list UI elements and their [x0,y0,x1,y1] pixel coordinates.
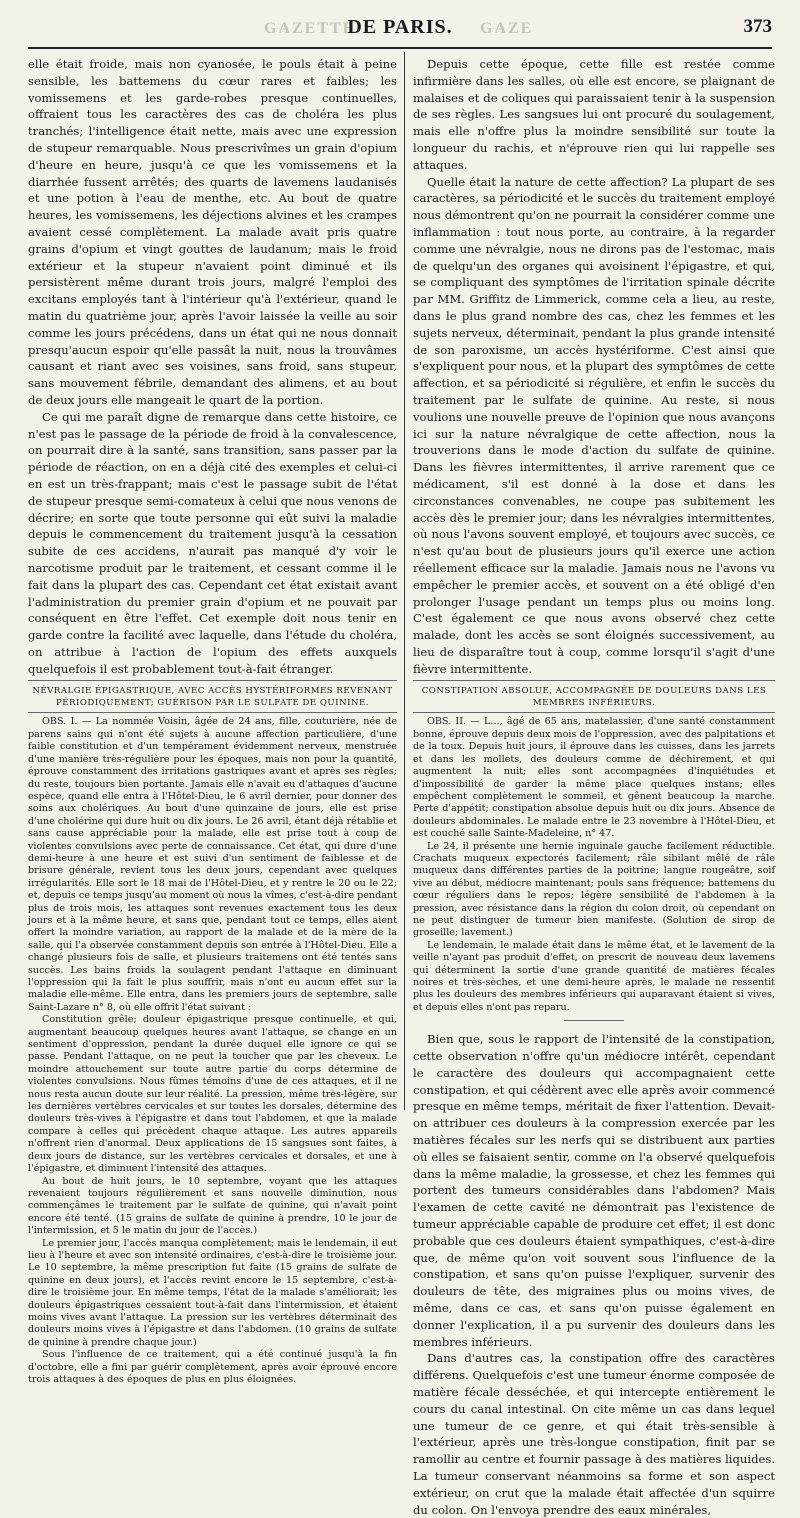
page-title: DE PARIS. [347,16,453,38]
right-paragraph-2: Quelle était la nature de cette affection? La plupart de ses caractères, sa périodicité et le succès du traitement employé nous démontrent qu'on ne pourrait la considérer comme une inflammation : tout nous porte, au contraire, à la regarder comme une névralgie, nous ne dirons pas de l'estomac, mais de quelqu'un des organes qui avoisinent l'épigastre, et qui, se compliquant des symptômes de l'irritation spinale décrite par MM. Griffitz de Limmerick, comme cela a lieu, au reste, dans le plus grand nombre des cas, chez les femmes et les sujets nerveux, déterminait, pendant la plus grande intensité de son paroxisme, un accès hystériforme. C'est ainsi que s'expliquent pour nous, et la plupart des symptômes de cette affection, et sa périodicité si régulière, et enfin le succès du traitement par le sulfate de quinine. Au reste, si nous voulions une nouvelle preuve de l'opinion que nous avançons ici sur la nature névralgique de cette affection, nous la trouverions dans le mode d'action du sulfate de quinine. Dans les fièvres intermittentes, il arrive rarement que ce médicament, s'il est donné à la dose et dans les circonstances convenables, ne coupe pas subitement les accès dès le premier jour; dans les névralgies intermittentes, où nous l'avons souvent employé, et toujours avec succès, ce n'est qu'au bout de plusieurs jours qu'il exerce une action réellement efficace sur la maladie. Jamais nous ne l'avons vu empêcher le premier accès, et souvent on a été obligé d'en prolonger l'usage pendant un temps plus ou moins long. C'est également ce que nous avons observé chez cette malade, dont les accès se sont éloignés successivement, au lieu de disparaître tout à coup, comme lorsqu'il s'agit d'une fièvre intermittente. [413,174,775,676]
left-paragraph-2: Ce qui me paraît digne de remarque dans cette histoire, ce n'est pas le passage de la période de froid à la convalescence, on pourrait dire à la santé, sans transition, sans passer par la période de réaction, on en a déjà cité des exemples et celui-ci en est un très-frappant; mais c'est le passage subit de l'état de stupeur presque semi-comateux à celui que nous venons de décrire; en sorte que toute personne qui eût suivi la maladie depuis le commencement du traitement jusqu'à la cessation subite de ces accidens, n'aurait pas manqué d'y voir le narcotisme produit par le traitement, et cessant comme il le fait dans la plupart des cas. Cependant cet état existait avant l'administration du premier grain d'opium et ne pouvait par conséquent en être l'effet. Cet exemple doit nous tenir en garde contre la facilité avec laquelle, dans l'étude du choléra, on attribue à l'action de l'opium des effets auxquels quelquefois il est probablement tout-à-fait étranger. [28,409,397,676]
header-ghost-text-left: GAZETTE [264,20,356,37]
column-divider [404,52,405,1110]
right-column [413,56,775,1517]
observation-2-exam: Le 24, il présente une hernie inguinale gauche facilement réductible. Crachats muqueux expectorés facilement; râle sibilant mêlé de râle muqueux dans différentes parties de la poitrine; langue rougeâtre, soif vive au début, médiocre maintenant; pouls sans fréquence; battemens du cœur réguliers dans le repos; légère sensibilité de l'abdomen à la pression, avec résistance dans la région du colon droit, où cependant on ne peut distinguer de tumeur bien manifeste. (Solution de sirop de groseille; lavement.) [413,840,775,939]
section-divider [413,680,775,681]
right-paragraph-3: Bien que, sous le rapport de l'intensité de la constipation, cette observation n'offre qu'un médiocre intérêt, cependant le caractère des douleurs qui accompagnaient cette constipation, et qui cédèrent avec elle après avoir commencé presque en même temps, méritait de fixer l'attention. Devait-on attribuer ces douleurs à la compression exercée par les matières fécales sur les nerfs qui se distribuent aux parties où elles se faisaient sentir, comme on l'a observé quelquefois dans la même maladie, la grossesse, et chez les femmes qui portent des tumeurs considérables dans l'abdomen? Mais l'examen de cette cavité ne démontrait pas l'existence de tumeur appréciable capable de produire cet effet; il est donc probable que ces douleurs étaient sympathiques, c'est-à-dire que, de même qu'on voit souvent sous l'influence de la constipation, et sans qu'on puisse l'expliquer, survenir des douleurs de tête, des migraines plus ou moins vives, de même, dans ce cas, et sans qu'on puisse également en donner l'explication, il a pu survenir des douleurs dans les membres inférieurs. [413,1032,775,1349]
section-divider [413,712,775,713]
left-column [28,56,397,1386]
observation-2-outcome: Le lendemain, le malade était dans le même état, et le lavement de la veille n'ayant pas produit d'effet, on prescrit de nouveau deux lavemens qui déterminent la sortie d'une grande quantité de matières fécales noires et très-sèches, et une demi-heure après, le malade ne ressentit plus les douleurs des membres inférieurs qui auparavant étaient si vives, et depuis elles n'ont pas reparu. [413,939,775,1013]
section-divider-short [564,1020,624,1021]
left-paragraph-1: elle était froide, mais non cyanosée, le pouls était à peine sensible, les battemens du cœur rares et faibles; les vomissemens et les garde-robes presque continuelles, offraient tous les caractères des cas de choléra les plus tranchés; l'intelligence était nette, mais avec une expression de stupeur remarquable. Nous prescrivîmes un grain d'opium d'heure en heure, jusqu'à ce que les vomissemens et la diarrhée fussent arrêtés; des quarts de lavemens laudanisés et une potion à l'eau de menthe, etc. Au bout de quatre heures, les vomissemens, les déjections alvines et les crampes avaient cessé complètement. La malade avait pris quatre grains d'opium et vingt gouttes de laudanum; mais le froid extérieur et la stupeur n'avaient point diminué et ils persistèrent même durant trois jours, malgré l'emploi des excitans employés tant à l'intérieur qu'à l'extérieur, quand le matin du quatrième jour, après l'avoir laissée la veille au soir comme les jours précédens, dans un état qui ne nous donnait presqu'aucun espoir qu'elle passât la nuit, nous la trouvâmes causant et riant avec ses voisines, sans froid, sans stupeur, sans mouvement fébrile, demandant des alimens, et au bout de deux jours elle mangeait le quart de la portion. [28,57,397,407]
right-paragraph-1: Depuis cette époque, cette fille est restée comme infirmière dans les salles, où elle est encore, se plaignant de malaises et de coliques qui paraissaient tenir à la suspension de ses règles. Les sangsues lui ont procuré du soulagement, mais elle n'offre plus la moindre sensibilité sur toute la longueur du rachis, et n'éprouve rien qui lui rappelle ses attaques. [413,57,775,172]
section-title-nevralgie: NÉVRALGIE ÉPIGASTRIQUE, AVEC ACCÈS HYSTÉRIFORMES REVENANT PÉRIODIQUEMENT; GUÉRISON PAR LE SULFATE DE QUININE. [32,686,393,708]
observation-1-state: Constitution grêle; douleur épigastrique presque continuelle, et qui, augmentant beaucoup quelques heures avant l'attaque, se change en un sentiment d'oppression, pendant la durée duquel elle ignore ce qui se passe. Pendant l'attaque, on ne peut la toucher que par les cheveux. Le moindre attouchement sur toute autre partie du corps détermine de violentes convulsions. Nous fûmes témoins d'une de ces attaques, et il ne nous resta aucun doute sur leur réalité. La pression, même très-légère, sur les dernières vertèbres cervicales et sur toutes les dorsales, détermine des douleurs très-vives à l'épigastre et dans tout l'abdomen, et que la malade compare à celles qui précèdent chaque attaque. Les autres appareils n'offrent rien d'anormal. Deux applications de 15 sangsues sont faites, à deux jours de distance, sur les vertèbres cervicales et dorsales, et une à l'épigastre, et diminuent l'intensité des attaques. [28,1014,397,1175]
section-title-constipation: CONSTIPATION ABSOLUE, ACCOMPAGNÉE DE DOULEURS DANS LES MEMBRES INFÉRIEURS. [421,686,767,708]
observation-1-course: Le premier jour, l'accès manqua complètement; mais le lendemain, il eut lieu à l'heure et avec son intensité ordinaires, c'est-à-dire le troisième jour. Le 10 septembre, la même prescription fut faite (15 grains de sulfate de quinine en deux jours), et l'accès revint encore le 15 septembre, c'est-à-dire le troisième jour. En même temps, l'état de la malade s'améliorait; les douleurs épigastriques cessaient tout-à-fait dans l'intermission, et étaient moins vives avant l'attaque. La pression sur les vertèbres déterminait des douleurs moins vives à l'épigastre et dans l'abdomen. (10 grains de sulfate de quinine à prendre chaque jour.) [28,1237,397,1348]
observation-1-outcome: Sous l'influence de ce traitement, qui a été continué jusqu'à la fin d'octobre, elle a fini par guérir complètement, après avoir éprouvé encore trois attaques à des époques de plus en plus éloignées. [28,1349,397,1386]
header-rule [28,47,772,49]
section-divider [28,680,397,681]
page-header [28,16,772,44]
header-ghost-text-right: GAZE [480,20,534,37]
section-divider [28,712,397,713]
observation-1: OBS. I. — La nommée Voisin, âgée de 24 ans, fille, couturière, née de parens sains qui n'ont été sujets à aucune affection particulière, d'une faible constitution et d'un tempérament évidemment nerveux, menstruée d'une manière très-régulière pour les époques, mais non pour la quantité, éprouve constamment des irritations gastriques avant et après ses règles; du reste, toujours bien portante. Jamais elle n'avait eu d'attaques d'aucune espèce, quand elle entra à l'Hôtel-Dieu, le 6 avril dernier, pour donner des soins aux cholériques. Au bout d'une quinzaine de jours, elle est prise d'une cholérine qui dure huit ou dix jours. Le 26 avril, étant déjà rétablie et sans cause appréciable pour la malade, elle est prise tout à coup de violentes convulsions avec perte de connaissance. Cet état, qui dure d'une demi-heure à une heure et est suivi d'un sentiment de faiblesse et de brisure générale, revient tous les deux jours, cependant avec quelques irrégularités. Elle sort le 18 mai de l'Hôtel-Dieu, et y rentre le 20 ou le 22; et, depuis ce temps jusqu'au moment où nous la vîmes, c'est-à-dire pendant plus de trois mois, les attaques sont revenues exactement tous les deux jours et à la même heure, et sans que, pendant tout ce temps, elles aient offert la moindre variation, au rapport de la malade et de la mère de la salle, qui l'a observée constamment depuis son entrée à l'Hôtel-Dieu. Elle a changé plusieurs fois de salle, et plusieurs traitemens ont été tentés sans succès. Les bains froids la soulagent pendant l'attaque en diminuant l'oppression qui la fait le plus souffrir, mais n'ont eu aucun effet sur la maladie elle-même. Elle entra, dans les premiers jours de septembre, salle Saint-Lazare n° 8, où elle offrit l'état suivant : [28,716,397,1013]
page-number: 373 [743,16,772,37]
right-paragraph-4: Dans d'autres cas, la constipation offre des caractères différens. Quelquefois c'est une tumeur énorme composée de matière fécale desséchée, et qui intercepte entièrement le cours du canal intestinal. On cite même un cas dans lequel une tumeur de ce genre, et qui était très-sensible à l'extérieur, après une très-longue constipation, finit par se ramollir au centre et fournir passage à des matières liquides. La tumeur conservant néanmoins sa forme et son aspect extérieur, on crut que la malade était affectée d'un squirre du colon. On l'envoya prendre des eaux minérales, [413,1351,775,1517]
observation-1-treatment: Au bout de huit jours, le 10 septembre, voyant que les attaques revenaient toujours régulièrement et sans nouvelle diminution, nous commençâmes le traitement par le sulfate de quinine, qui n'avait point encore été tenté. (15 grains de sulfate de quinine à prendre, 10 le jour de l'intermission, et 5 le matin du jour de l'accès.) [28,1175,397,1237]
observation-2: OBS. II. — L..., âgé de 65 ans, matelassier, d'une santé constamment bonne, éprouve depuis deux mois de l'oppression, avec des palpitations et de la toux. Depuis huit jours, il éprouve dans les cuisses, dans les jarrets et dans les mollets, des douleurs comme de déchirement, et qui augmentent la nuit; elles sont accompagnées d'inquiétudes et d'impossibilité de garder la même place quelques instans; elles empêchent complètement le sommeil, et gênent beaucoup la marche. Perte d'appétit; constipation absolue depuis huit ou dix jours. Absence de douleurs abdominales. Le malade entre le 23 novembre à l'Hôtel-Dieu, et est couché salle Sainte-Madeleine, n° 47. [413,716,775,840]
